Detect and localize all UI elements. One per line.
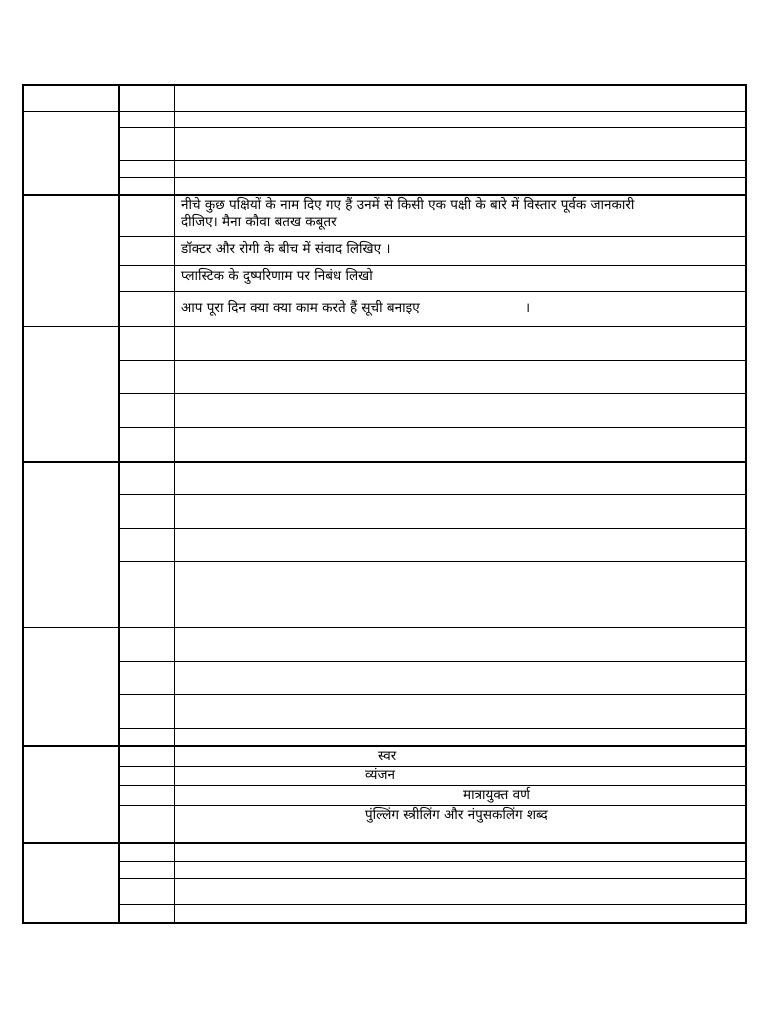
section-divider: [22, 627, 746, 628]
row-divider: [118, 177, 746, 178]
topic-consonants: व्यंजन: [365, 767, 395, 783]
row-divider: [118, 904, 746, 905]
table-border-bottom: [22, 922, 746, 924]
section-divider: [22, 745, 746, 747]
question-dialogue: डॉक्टर और रोगी के बीच में संवाद लिखिए ।: [181, 241, 391, 257]
row-divider: [118, 785, 746, 786]
row-divider: [118, 528, 746, 529]
section-divider: [22, 326, 746, 327]
table-border-right: [745, 84, 747, 924]
question-daily-list: आप पूरा दिन क्या क्या काम करते हैं सूची बनाइए: [181, 300, 420, 316]
row-divider: [118, 127, 746, 128]
table-border-top: [22, 84, 746, 86]
row-divider: [118, 661, 746, 662]
question-daily-list-end: ।: [525, 300, 531, 316]
row-divider: [118, 694, 746, 695]
row-divider: [118, 265, 746, 266]
topic-vowels: स्वर: [378, 748, 397, 764]
table-border-left: [22, 84, 24, 924]
section-divider: [22, 194, 746, 196]
section-divider: [22, 842, 746, 844]
row-divider: [118, 427, 746, 428]
topic-matra-letters: मात्रायुक्त वर्ण: [463, 787, 530, 803]
row-divider: [118, 861, 746, 862]
column-divider-2: [174, 84, 175, 924]
question-birds-line-1: नीचे कुछ पक्षियों के नाम दिए गए हैं उनमें से किसी एक पक्षी के बारे में विस्तार पूर्वक जानकारी: [181, 197, 635, 213]
row-divider: [118, 291, 746, 292]
row-divider: [118, 766, 746, 767]
row-divider: [118, 236, 746, 237]
question-birds: [181, 197, 634, 231]
row-divider: [118, 494, 746, 495]
row-divider: [118, 160, 746, 161]
question-plastic-essay: प्लास्टिक के दुष्परिणाम पर निबंध लिखो: [181, 268, 373, 284]
column-divider-1: [118, 84, 120, 924]
section-divider: [22, 111, 746, 112]
row-divider: [118, 728, 746, 729]
section-divider: [22, 461, 746, 463]
row-divider: [118, 805, 746, 806]
row-divider: [118, 393, 746, 394]
question-birds-line-2: दीजिए। मैना कौवा बतख कबूतर: [181, 214, 337, 230]
row-divider: [118, 561, 746, 562]
row-divider: [118, 878, 746, 879]
row-divider: [118, 360, 746, 361]
topic-gender-words: पुंल्लिंग स्त्रीलिंग और नंपुसकलिंग शब्द: [365, 807, 548, 823]
